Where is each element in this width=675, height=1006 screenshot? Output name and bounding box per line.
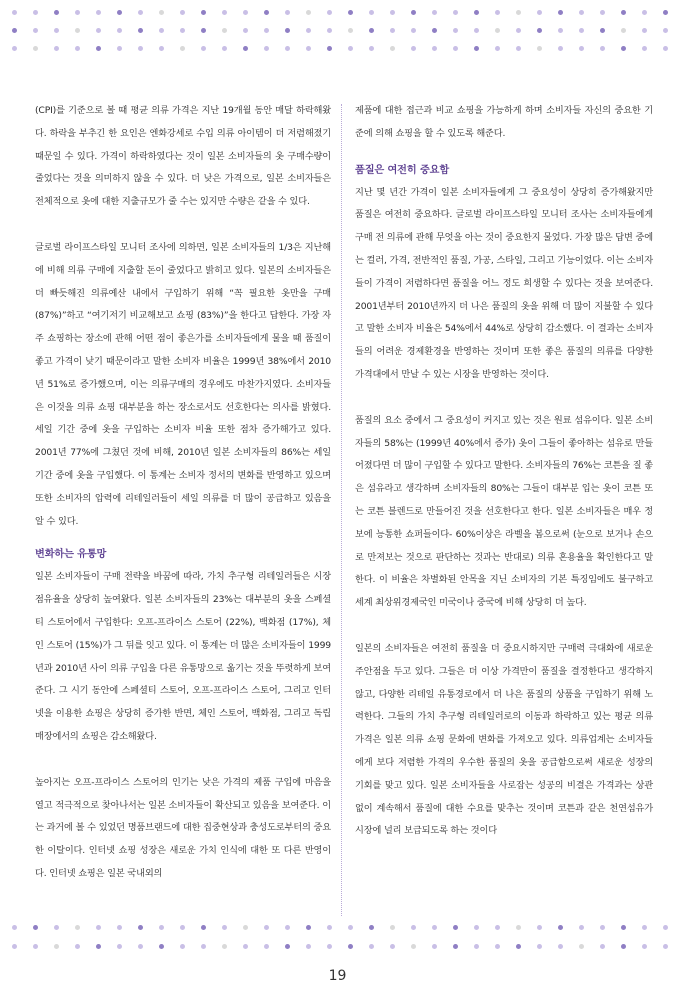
decorative-dot — [180, 46, 185, 51]
decorative-dot — [558, 46, 563, 51]
decorative-dot — [432, 46, 437, 51]
decorative-dot — [138, 28, 143, 33]
decorative-dot — [12, 28, 17, 33]
decorative-dot — [537, 925, 542, 930]
decorative-dot — [138, 925, 143, 930]
decorative-dot — [75, 10, 80, 15]
decorative-dot — [516, 46, 521, 51]
decorative-dot — [243, 925, 248, 930]
decorative-dot — [12, 10, 17, 15]
decorative-dot — [600, 944, 605, 949]
decorative-dot — [54, 28, 59, 33]
decorative-dot — [306, 10, 311, 15]
decorative-dot — [600, 46, 605, 51]
decorative-dot — [75, 944, 80, 949]
decorative-dot — [495, 925, 500, 930]
decorative-dot — [453, 925, 458, 930]
decorative-dot — [411, 10, 416, 15]
decorative-dot — [201, 46, 206, 51]
decorative-dot — [579, 925, 584, 930]
decorative-dot — [537, 944, 542, 949]
decorative-dot — [243, 46, 248, 51]
decorative-dot — [159, 28, 164, 33]
decorative-dot — [663, 28, 668, 33]
decorative-dot — [663, 944, 668, 949]
decorative-dot — [33, 46, 38, 51]
decorative-dot — [285, 46, 290, 51]
decorative-dot — [390, 10, 395, 15]
decorative-dot-row-bottom-1 — [0, 925, 675, 935]
decorative-dot — [264, 46, 269, 51]
paragraph: 높아지는 오프-프라이스 스토어의 인기는 낮은 가격의 제품 구입에 마음을 열고 적극적으로 찾아나서는 일본 소비자들이 확산되고 있음을 보여준다. 이는 과거에 볼 수 있었던 명품브랜드에 대한 집중현상과 충성도로부터의 중요한 이탈이다. 인터넷 쇼핑 성장은 새로운 가치 인식에 대한 또 다른 반영이다. 인터넷 쇼핑은 일본 국내외의 — [35, 776, 331, 879]
decorative-dot — [180, 925, 185, 930]
decorative-dot — [390, 28, 395, 33]
decorative-dot — [222, 944, 227, 949]
decorative-dot — [96, 10, 101, 15]
decorative-dot — [453, 10, 458, 15]
decorative-dot — [453, 28, 458, 33]
decorative-dot — [642, 28, 647, 33]
decorative-dot — [138, 944, 143, 949]
decorative-dot-row-top-1 — [0, 10, 675, 20]
decorative-dot — [369, 28, 374, 33]
paragraph: 일본의 소비자들은 여전히 품질을 더 중요시하지만 구매력 극대화에 새로운 주안점을 두고 있다. 그들은 더 이상 가격만이 품질을 결정한다고 생각하지 않고, 다양한 리테일 유통경로에서 더 나은 품질의 상품을 구입하기 위해 노력한다. 그들의 가치 추구형 리테일러로의 이동과 하락하고 있는 평균 의류가격은 일본 의류 쇼핑 문화에 변화를 가져오고 있다. 의류업계는 소비자들에게 보다 저렴한 가격의 우수한 품질의 옷을 공급함으로써 새로운 성장의 기회를 맞고 있다. 일본 소비자들을 사로잡는 성공의 비결은 가격과는 상관없이 계속해서 품질에 대한 수요를 맞추는 것이며 코튼과 같은 천연섬유가 시장에 널리 보급되도록 하는 것이다 — [355, 642, 653, 837]
decorative-dot — [348, 944, 353, 949]
decorative-dot — [432, 28, 437, 33]
decorative-dot — [642, 10, 647, 15]
decorative-dot-row-bottom-2 — [0, 944, 675, 954]
left-text-column — [35, 100, 331, 886]
decorative-dot — [327, 46, 332, 51]
decorative-dot — [348, 925, 353, 930]
paragraph: 일본 소비자들이 구매 전략을 바꿈에 따라, 가치 추구형 리테일러들은 시장 점유율을 상당히 높여왔다. 일본 소비자들의 23%는 대부분의 옷을 스페셜티 스토어에서 구입한다: 오프-프라이스 스토어 (22%), 백화점 (17%), 체인 스토어 (15%)가 그 뒤를 잇고 있다. 이 통계는 더 많은 소비자들이 1999년과 2010년 사이 의류 구입을 다른 유통망으로 옮기는 것을 뚜렷하게 보여준다. 그 시기 동안에 스페셜티 스토어, 오프-프라이스 스토어, 그리고 인터넷을 이용한 쇼핑은 상당히 증가한 반면, 체인 스토어, 백화점, 그리고 독립매장에서의 쇼핑은 감소해왔다. — [35, 571, 331, 742]
decorative-dot — [54, 944, 59, 949]
paragraph: 품질의 요소 중에서 그 중요성이 커지고 있는 것은 원료 섬유이다. 일본 소비자들의 58%는 (1999년 40%에서 증가) 옷이 그들이 좋아하는 섬유로 만들어졌다면 더 많이 구입할 수 있다고 말한다. 소비자들의 76%는 코튼을 질 좋은 섬유라고 생각하며 소비자들의 80%는 그들이 대부분 입는 옷이 코튼 또는 코튼 블렌드로 만들어진 것을 선호한다고 한다. 일본 소비자들은 매우 정보에 능통한 쇼퍼들이다- 60%이상은 라벨을 봄으로써 (눈으로 보거나 손으로 만져보는 것으로 판단하는 것과는 반대로) 의류 혼용율을 확인한다고 말한다. 이 비율은 차별화된 안목을 지닌 소비자의 기본 특징임에도 불구하고 세계 최상위경제국인 미국이나 중국에 비해 상당히 더 높다. — [355, 414, 653, 609]
decorative-dot — [180, 10, 185, 15]
decorative-dot — [432, 925, 437, 930]
decorative-dot — [12, 944, 17, 949]
decorative-dot — [663, 10, 668, 15]
decorative-dot — [642, 944, 647, 949]
section-heading: 변화하는 유통망 — [35, 549, 107, 561]
decorative-dot — [75, 46, 80, 51]
decorative-dot — [96, 46, 101, 51]
decorative-dot — [306, 925, 311, 930]
decorative-dot — [96, 925, 101, 930]
decorative-dot — [222, 925, 227, 930]
decorative-dot — [54, 46, 59, 51]
decorative-dot — [558, 28, 563, 33]
decorative-dot — [75, 28, 80, 33]
decorative-dot — [579, 28, 584, 33]
decorative-dot — [516, 10, 521, 15]
decorative-dot — [117, 28, 122, 33]
column-divider — [341, 104, 342, 916]
decorative-dot — [117, 944, 122, 949]
decorative-dot — [516, 944, 521, 949]
decorative-dot — [327, 925, 332, 930]
decorative-dot — [180, 28, 185, 33]
decorative-dot — [285, 28, 290, 33]
decorative-dot — [201, 944, 206, 949]
decorative-dot — [159, 925, 164, 930]
decorative-dot — [96, 28, 101, 33]
decorative-dot — [621, 46, 626, 51]
decorative-dot — [264, 28, 269, 33]
decorative-dot — [474, 46, 479, 51]
decorative-dot — [453, 944, 458, 949]
decorative-dot — [537, 28, 542, 33]
decorative-dot — [432, 10, 437, 15]
decorative-dot — [348, 10, 353, 15]
decorative-dot — [516, 925, 521, 930]
decorative-dot — [12, 925, 17, 930]
decorative-dot — [642, 925, 647, 930]
decorative-dot — [558, 925, 563, 930]
paragraph: 제품에 대한 접근과 비교 쇼핑을 가능하게 하며 소비자들 자신의 중요한 기준에 의해 쇼핑을 할 수 있도록 해준다. — [355, 105, 653, 139]
decorative-dot — [621, 10, 626, 15]
decorative-dot — [285, 10, 290, 15]
decorative-dot — [54, 10, 59, 15]
page-number: 19 — [328, 968, 347, 984]
right-text-column — [355, 100, 653, 843]
decorative-dot — [159, 46, 164, 51]
decorative-dot — [495, 46, 500, 51]
paragraph: 지난 몇 년간 가격이 일본 소비자들에게 그 중요성이 상당히 증가해왔지만 품질은 여전히 중요하다. 글로벌 라이프스타일 모니터 조사는 소비자들에게 구매 전 의류에 관해 무엇을 아는 것이 중요한지 물었다. 가장 많은 답변 중에는 컬러, 가격, 전반적인 품질, 가공, 스타일, 그리고 기능이었다. 이는 소비자들이 가격이 저렴하다면 품질을 어느 정도 희생할 수 있다는 것을 보여준다. 2001년부터 2010년까지 더 나은 품질의 옷을 위해 더 많이 지불할 수 있다고 말한 소비자 비율은 54%에서 44%로 상당히 감소했다. 이 결과는 소비자들의 어려운 경제환경을 반영하는 것이며 또한 좋은 품질의 의류를 다양한 가격대에서 만날 수 있는 시장을 반영하는 것이다. — [355, 186, 653, 380]
decorative-dot — [33, 925, 38, 930]
decorative-dot — [285, 925, 290, 930]
decorative-dot — [600, 925, 605, 930]
decorative-dot — [75, 925, 80, 930]
decorative-dot — [159, 944, 164, 949]
decorative-dot — [621, 28, 626, 33]
decorative-dot — [348, 28, 353, 33]
decorative-dot — [138, 46, 143, 51]
paragraph: (CPI)를 기준으로 볼 때 평균 의류 가격은 지난 19개월 동안 매달 하락해왔다. 하락을 부추긴 한 요인은 엔화강세로 수입 의류 아이템이 더 저렴해졌기 때문일 수 있다. 가격이 하락하였다는 것이 일본 소비자들의 옷 구매수량이 줄었다는 것을 의미하지 않을 수 있다. 더 낮은 가격으로, 일본 소비자들은 전체적으로 옷에 대한 지출규모가 줄 수는 있지만 수량은 같을 수 있다. — [35, 105, 331, 208]
decorative-dot — [621, 925, 626, 930]
decorative-dot — [474, 28, 479, 33]
decorative-dot — [285, 944, 290, 949]
section-heading: 품질은 여전히 중요함 — [355, 164, 450, 176]
decorative-dot — [201, 10, 206, 15]
decorative-dot — [348, 46, 353, 51]
decorative-dot — [474, 925, 479, 930]
decorative-dot — [411, 925, 416, 930]
decorative-dot — [180, 944, 185, 949]
decorative-dot — [474, 10, 479, 15]
decorative-dot — [663, 46, 668, 51]
paragraph: 글로벌 라이프스타일 모니터 조사에 의하면, 일본 소비자들의 1/3은 지난해에 비해 의류 구매에 지출할 돈이 줄었다고 밝히고 있다. 일본의 소비자들은 더 빠듯해진 의류예산 내에서 구입하기 위해 “꼭 필요한 옷만을 구매 (87%)”하고 “여기저기 비교해보고 쇼핑 (83%)”을 한다고 답한다. 가장 자주 쇼핑하는 장소에 관해 어떤 점이 좋은가를 소비자들에게 물을 때 품질이 좋고 가격이 낮기 때문이라고 말한 소비자 비율은 1999년 38%에서 2010년 51%로 증가했으며, 이는 의류구매의 경우에도 마찬가지였다. 소비자들은 이것을 의류 쇼핑 대부분을 하는 장소로서도 선호한다는 의사를 밝혔다. 세일 기간 중에 옷을 구입하는 소비자 비율 또한 점차 증가해가고 있다. 2001년 77%에 그쳤던 것에 비해, 2010년 일본 소비자들의 86%는 세일 기간 중에 옷을 구입했다. 이 통계는 소비자 정서의 변화를 반영하고 있으며 또한 소비자의 압력에 리테일러들이 세일 의류를 더 많이 공급하고 있음을 알 수 있다. — [35, 241, 331, 527]
decorative-dot — [222, 28, 227, 33]
decorative-dot-row-top-3 — [0, 46, 675, 56]
decorative-dot — [453, 46, 458, 51]
decorative-dot — [411, 28, 416, 33]
decorative-dot — [432, 944, 437, 949]
decorative-dot — [243, 28, 248, 33]
decorative-dot — [222, 10, 227, 15]
decorative-dot — [33, 28, 38, 33]
decorative-dot — [117, 10, 122, 15]
decorative-dot — [306, 28, 311, 33]
decorative-dot — [264, 944, 269, 949]
decorative-dot — [54, 925, 59, 930]
decorative-dot — [411, 46, 416, 51]
decorative-dot — [390, 925, 395, 930]
decorative-dot — [558, 944, 563, 949]
decorative-dot — [579, 944, 584, 949]
decorative-dot — [579, 46, 584, 51]
decorative-dot — [474, 944, 479, 949]
decorative-dot — [369, 944, 374, 949]
decorative-dot — [201, 28, 206, 33]
decorative-dot — [306, 944, 311, 949]
decorative-dot — [159, 10, 164, 15]
decorative-dot — [12, 46, 17, 51]
decorative-dot — [516, 28, 521, 33]
decorative-dot — [222, 46, 227, 51]
decorative-dot — [537, 10, 542, 15]
decorative-dot-row-top-2 — [0, 28, 675, 38]
decorative-dot — [327, 944, 332, 949]
decorative-dot — [537, 46, 542, 51]
decorative-dot — [138, 10, 143, 15]
decorative-dot — [369, 10, 374, 15]
decorative-dot — [264, 10, 269, 15]
decorative-dot — [390, 46, 395, 51]
decorative-dot — [621, 944, 626, 949]
decorative-dot — [306, 46, 311, 51]
decorative-dot — [558, 10, 563, 15]
decorative-dot — [327, 10, 332, 15]
decorative-dot — [33, 944, 38, 949]
decorative-dot — [33, 10, 38, 15]
decorative-dot — [642, 46, 647, 51]
decorative-dot — [327, 28, 332, 33]
decorative-dot — [96, 944, 101, 949]
decorative-dot — [411, 944, 416, 949]
decorative-dot — [600, 10, 605, 15]
decorative-dot — [369, 925, 374, 930]
decorative-dot — [390, 944, 395, 949]
decorative-dot — [117, 925, 122, 930]
decorative-dot — [663, 925, 668, 930]
decorative-dot — [495, 944, 500, 949]
decorative-dot — [600, 28, 605, 33]
decorative-dot — [579, 10, 584, 15]
decorative-dot — [243, 10, 248, 15]
decorative-dot — [243, 944, 248, 949]
decorative-dot — [495, 28, 500, 33]
decorative-dot — [369, 46, 374, 51]
decorative-dot — [117, 46, 122, 51]
decorative-dot — [201, 925, 206, 930]
decorative-dot — [264, 925, 269, 930]
decorative-dot — [495, 10, 500, 15]
